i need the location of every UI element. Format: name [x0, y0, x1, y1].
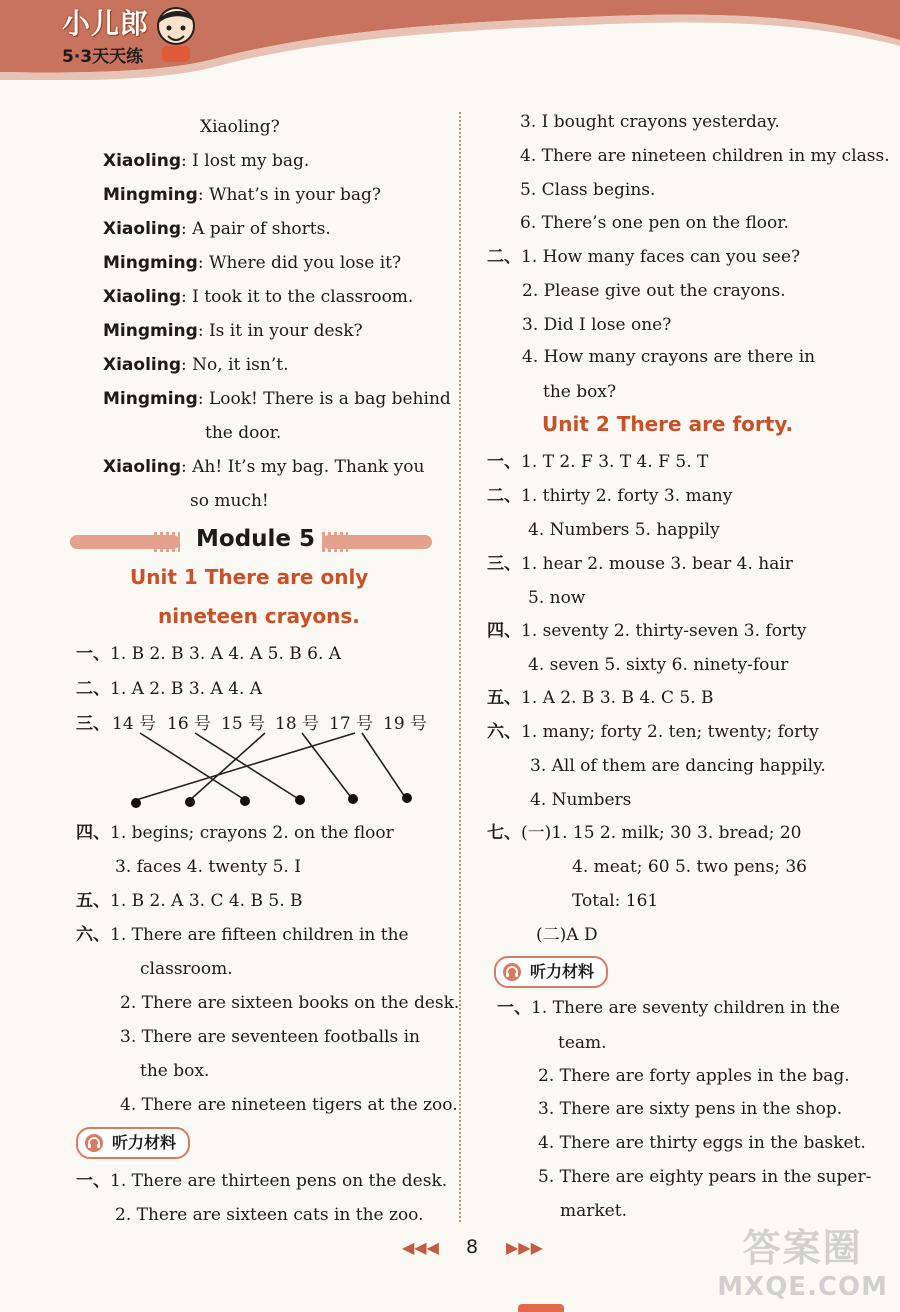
speaker: Mingming	[103, 253, 198, 273]
speaker: Mingming	[103, 185, 198, 205]
answer-row: 二、1. thirty 2. forty 3. many	[487, 486, 733, 506]
prev-page-arrows[interactable]: ◀◀◀	[402, 1238, 439, 1257]
answer-row: 五、1. A 2. B 3. B 4. C 5. B	[487, 688, 714, 708]
headphones-icon	[502, 962, 522, 982]
answer-row: 4. There are nineteen children in my class.	[520, 146, 890, 166]
unit-title: nineteen crayons.	[158, 604, 360, 628]
module-title: Module 5	[196, 526, 316, 552]
answer-row: 六、1. There are fifteen children in the	[76, 925, 409, 945]
speaker: Mingming	[103, 389, 198, 409]
answer-row: 3. I bought crayons yesterday.	[520, 112, 780, 132]
series-name: 5·3天天练	[62, 47, 144, 67]
matching-number: 16 号	[167, 714, 212, 734]
answer-row: 二、1. A 2. B 3. A 4. A	[76, 679, 263, 699]
answer-row: 2. There are sixteen books on the desk.	[120, 993, 460, 1013]
headphones-icon	[84, 1133, 104, 1153]
bottom-tab	[518, 1304, 564, 1312]
dialogue-line: Xiaoling: I took it to the classroom.	[103, 287, 414, 307]
speaker: Xiaoling	[103, 355, 182, 375]
dialogue-line: Xiaoling?	[200, 117, 280, 137]
dialogue-line: the door.	[205, 423, 282, 443]
answer-row: 一、1. There are thirteen pens on the desk.	[76, 1171, 448, 1191]
answer-row: 4. There are nineteen tigers at the zoo.	[120, 1095, 458, 1115]
answer-row: 4. Numbers	[530, 790, 632, 810]
answer-row: 4. meat; 60 5. two pens; 36	[572, 857, 807, 877]
answer-row: 三、	[76, 714, 110, 734]
dialogue-line: Mingming: Where did you lose it?	[103, 253, 402, 273]
answer-row: 3. All of them are dancing happily.	[530, 756, 826, 776]
answer-row: 2. There are forty apples in the bag.	[538, 1066, 850, 1086]
answer-row: 一、1. There are seventy children in the	[497, 998, 840, 1018]
answer-row: 七、(一)1. 15 2. milk; 30 3. bread; 20	[487, 823, 802, 843]
answer-row: 三、1. hear 2. mouse 3. bear 4. hair	[487, 554, 793, 574]
next-page-arrows[interactable]: ▶▶▶	[506, 1238, 543, 1257]
answer-row: 2. Please give out the crayons.	[522, 281, 786, 301]
answer-row: 四、1. seventy 2. thirty-seven 3. forty	[487, 621, 807, 641]
dialogue-line: Mingming: Look! There is a bag behind	[103, 389, 451, 409]
page-number: 8	[466, 1236, 479, 1258]
speaker: Xiaoling	[103, 219, 182, 239]
answer-row: 4. seven 5. sixty 6. ninety-four	[528, 655, 789, 675]
answer-row: classroom.	[140, 959, 233, 979]
matching-lines	[0, 0, 460, 820]
brand-logo: 小儿郎	[62, 7, 150, 40]
speaker: Xiaoling	[103, 287, 182, 307]
answer-row: the box.	[140, 1061, 210, 1081]
answer-row: 5. Class begins.	[520, 180, 656, 200]
dialogue-line: Xiaoling: No, it isn’t.	[103, 355, 289, 375]
answer-row: 4. Numbers 5. happily	[528, 520, 720, 540]
answer-row: 6. There’s one pen on the floor.	[520, 213, 789, 233]
matching-number: 19 号	[383, 714, 428, 734]
dialogue-line: Mingming: Is it in your desk?	[103, 321, 363, 341]
answer-row: 六、1. many; forty 2. ten; twenty; forty	[487, 722, 819, 742]
answer-row: 一、1. T 2. F 3. T 4. F 5. T	[487, 452, 709, 472]
listening-label: 听力材料	[494, 956, 608, 988]
dialogue-line: Xiaoling: A pair of shorts.	[103, 219, 331, 239]
answer-row: 3. Did I lose one?	[522, 315, 672, 335]
watermark: 答案圈 MXQE.COM	[717, 1226, 888, 1302]
answer-row: 二、1. How many faces can you see?	[487, 247, 801, 267]
dialogue-line: Xiaoling: Ah! It’s my bag. Thank you	[103, 457, 425, 477]
unit-title: Unit 2 There are forty.	[542, 412, 794, 436]
answer-row: 五、1. B 2. A 3. C 4. B 5. B	[76, 891, 303, 911]
matching-number: 15 号	[221, 714, 266, 734]
answer-row: 5. There are eighty pears in the super-	[538, 1167, 872, 1187]
dialogue-line: so much!	[190, 491, 269, 511]
answer-row: 3. There are sixty pens in the shop.	[538, 1099, 843, 1119]
answer-row: 4. There are thirty eggs in the basket.	[538, 1133, 866, 1153]
dialogue-line: Xiaoling: I lost my bag.	[103, 151, 310, 171]
answer-row: Total: 161	[572, 891, 659, 911]
answer-row: 5. now	[528, 588, 586, 608]
answer-row: market.	[560, 1201, 627, 1221]
answer-row: (二)A D	[536, 925, 598, 945]
speaker: Xiaoling	[103, 151, 182, 171]
answer-row: 2. There are sixteen cats in the zoo.	[115, 1205, 424, 1225]
speaker: Xiaoling	[103, 457, 182, 477]
matching-number: 18 号	[275, 714, 320, 734]
unit-title: Unit 1 There are only	[130, 565, 369, 589]
answer-row: 3. faces 4. twenty 5. I	[115, 857, 301, 877]
answer-row: 4. How many crayons are there in	[522, 347, 816, 367]
matching-number: 17 号	[329, 714, 374, 734]
speaker: Mingming	[103, 321, 198, 341]
listening-label: 听力材料	[76, 1127, 190, 1159]
matching-number: 14 号	[112, 714, 157, 734]
answer-row: 四、1. begins; crayons 2. on the floor	[76, 823, 394, 843]
answer-row: team.	[558, 1033, 607, 1053]
answer-row: the box?	[543, 382, 617, 402]
dialogue-line: Mingming: What’s in your bag?	[103, 185, 382, 205]
answer-row: 3. There are seventeen footballs in	[120, 1027, 420, 1047]
answer-row: 一、1. B 2. B 3. A 4. A 5. B 6. A	[76, 644, 342, 664]
